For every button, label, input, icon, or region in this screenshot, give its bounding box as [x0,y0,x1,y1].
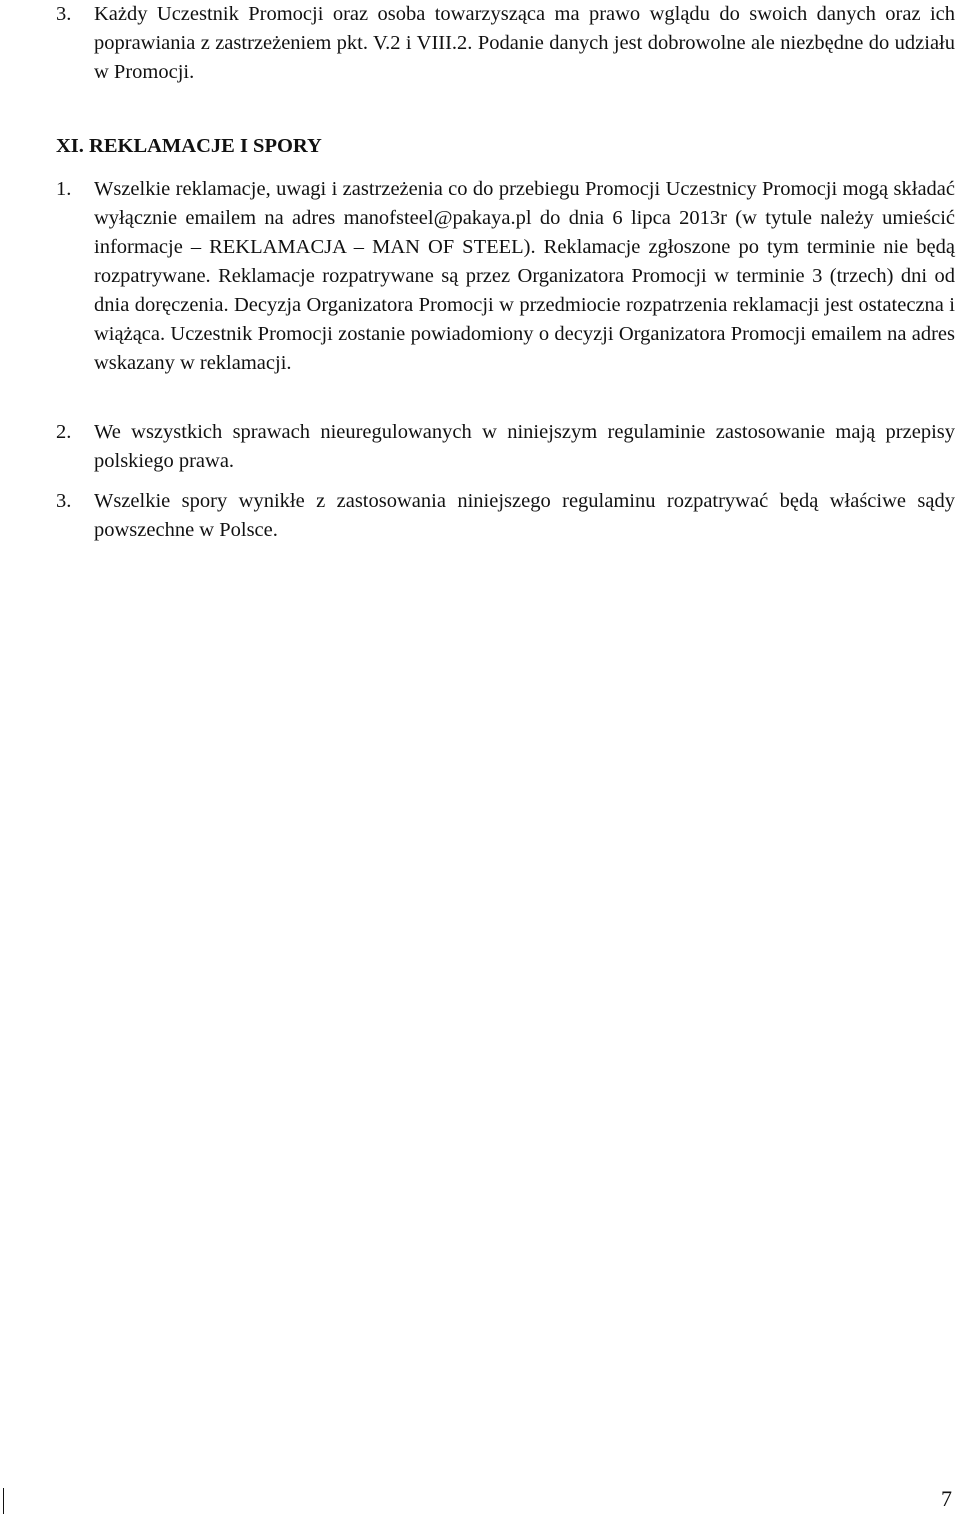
page-number: 7 [941,1486,952,1511]
list-item-text: Wszelkie reklamacje, uwagi i zastrzeżenia co do przebiegu Promocji Uczestnicy Promocji mogą składać wyłącznie emailem na adres manofsteel@pakaya.pl do dnia 6 lipca 2013r (w tytule należy umieścić informacje – REKLAMACJA – MAN OF STEEL). Reklamacje zgłoszone po tym terminie nie będą rozpatrywane. Reklamacje rozpatrywane są przez Organizatora Promocji w terminie 3 (trzech) dni od dnia doręczenia. Decyzja Organizatora Promocji w przedmiocie rozpatrzenia reklamacji jest ostateczna i wiążąca. Uczestnik Promocji zostanie powiadomiony o decyzji Organizatora Promocji emailem na adres wskazany w reklamacji. [94,178,955,374]
list-item-applicable-law [56,418,955,476]
margin-line [3,1488,4,1514]
list-item-disputes [56,487,955,545]
list-item-text: Wszelkie spory wynikłe z zastosowania niniejszego regulaminu rozpatrywać będą właściwe sądy powszechne w Polsce. [94,490,955,541]
list-item-complaints [56,175,955,378]
list-item-number: 3. [56,3,72,25]
list-item-data-rights [56,0,955,87]
list-item-number: 1. [56,178,72,200]
list-item-text: Każdy Uczestnik Promocji oraz osoba towarzysząca ma prawo wglądu do swoich danych oraz ich poprawiania z zastrzeżeniem pkt. V.2 i VIII.2. Podanie danych jest dobrowolne ale niezbędne do udziału w Promocji. [94,3,955,83]
list-item-number: 2. [56,421,72,443]
list-item-text: We wszystkich sprawach nieuregulowanych w niniejszym regulaminie zastosowanie mają przepisy polskiego prawa. [94,421,955,472]
section-heading: XI. REKLAMACJE I SPORY [56,135,322,157]
list-item-number: 3. [56,490,72,512]
